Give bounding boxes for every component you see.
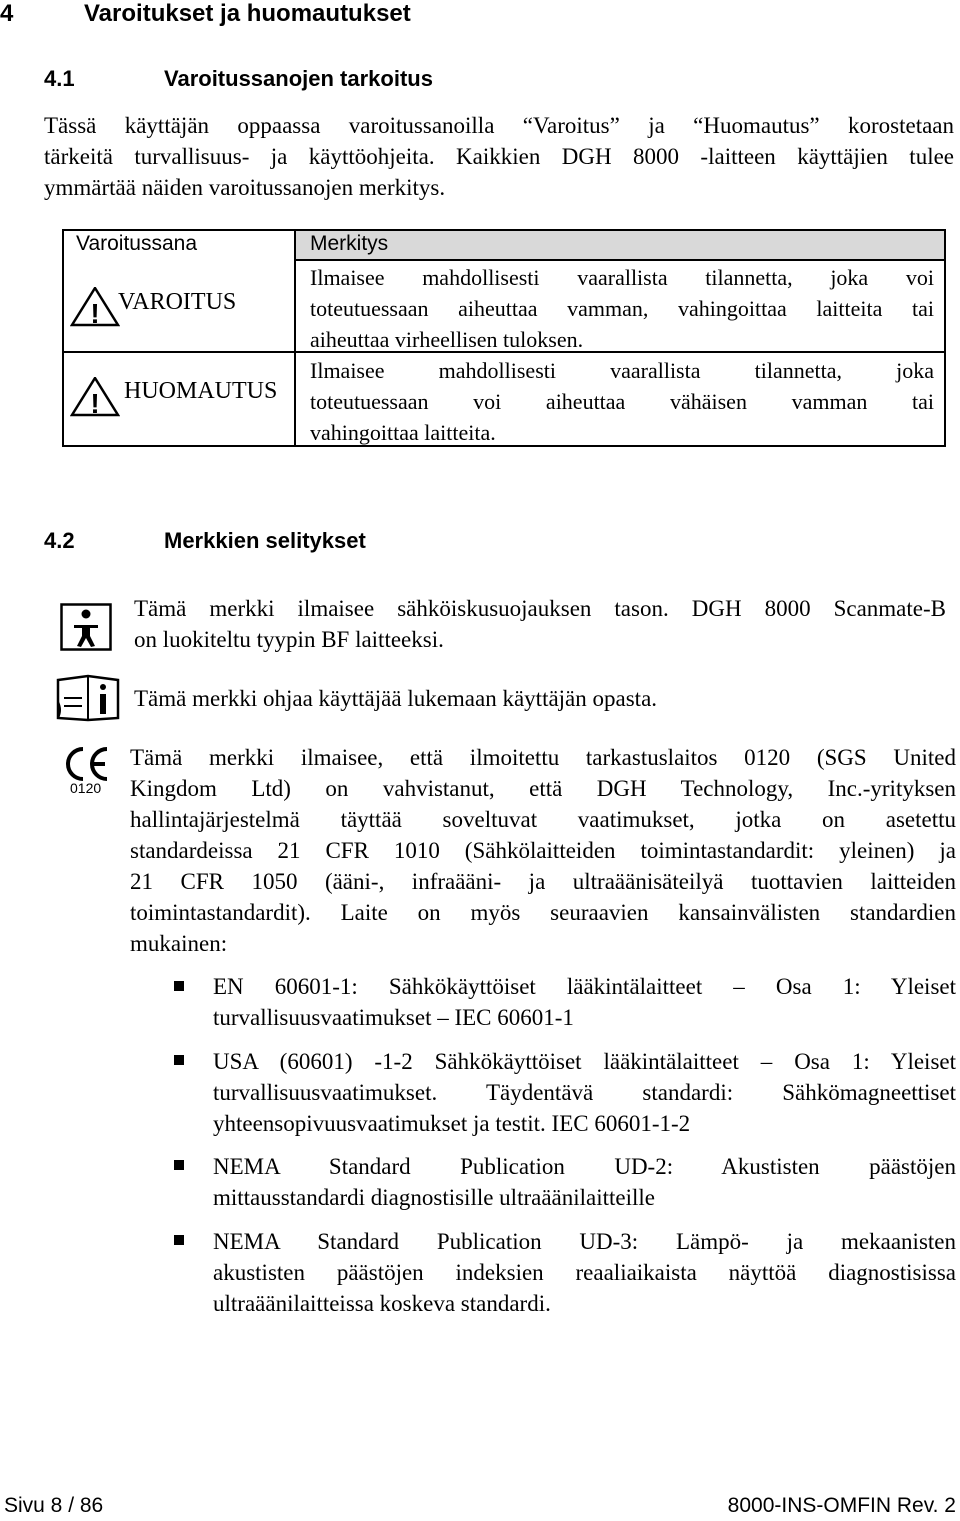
bullet-icon — [174, 1055, 184, 1065]
bf-applied-part-icon — [60, 603, 112, 651]
paragraph-line: Tässä käyttäjän oppaassa varoitussanoilla “Varoitus” ja “Huomautus” korostetaan — [44, 113, 954, 138]
subsection-title: Merkkien selitykset — [164, 528, 366, 553]
subsection-number: 4.1 — [44, 66, 75, 91]
warning-meaning-varoitus — [310, 262, 934, 355]
subsection-title: Varoitussanojen tarkoitus — [164, 66, 433, 91]
symbol-description-ce — [130, 742, 956, 959]
intro-paragraph — [44, 110, 954, 203]
ce-mark-icon — [62, 745, 112, 783]
standard-item-2 — [213, 1046, 956, 1139]
standard-line: EN 60601-1: Sähkökäyttöiset lääkintälaitteet – Osa 1: Yleiset — [213, 974, 956, 999]
section-heading — [0, 0, 411, 28]
description-line: Tämä merkki ohjaa käyttäjää lukemaan käyttäjän opasta. — [134, 686, 658, 711]
meaning-line: aiheuttaa virheellisen tuloksen. — [310, 327, 584, 352]
meaning-line: Ilmaisee mahdollisesti vaarallista tilannetta, joka voi — [310, 265, 934, 290]
description-line: toimintastandardit). Laite on myös seuraavien kansainvälisten standardien — [130, 900, 956, 925]
meaning-line: vahingoittaa laitteita. — [310, 420, 496, 445]
description-line: 21 CFR 1050 (ääni-, infraääni- ja ultraäänisäteilyä tuottavien laitteiden — [130, 869, 956, 894]
standard-line: NEMA Standard Publication UD-3: Lämpö- ja mekaanisten — [213, 1229, 956, 1254]
description-line: standardeissa 21 CFR 1010 (Sähkölaitteiden toimintastandardit: yleinen) ja — [130, 838, 956, 863]
subsection-number: 4.2 — [44, 528, 75, 553]
warning-table — [62, 229, 946, 447]
paragraph-line: tärkeitä turvallisuus- ja käyttöohjeita. Kaikkien DGH 8000 -laitteen käyttäjien tulee — [44, 144, 954, 169]
subsection-heading-4-1 — [44, 66, 433, 92]
caution-triangle-icon — [70, 377, 120, 417]
bullet-icon — [174, 1160, 184, 1170]
page-number: Sivu 8 / 86 — [4, 1494, 104, 1517]
warning-word-huomautus: HUOMAUTUS — [124, 378, 278, 404]
bullet-icon — [174, 1235, 184, 1245]
symbol-description-bf — [134, 593, 946, 655]
standard-line: turvallisuusvaatimukset. Täydentävä standardi: Sähkömagneettiset — [213, 1080, 956, 1105]
paragraph-line: ymmärtää näiden varoitussanojen merkitys. — [44, 175, 446, 200]
svg-text:!: ! — [90, 388, 100, 417]
consult-instructions-icon — [56, 672, 120, 722]
standard-line: NEMA Standard Publication UD-2: Akustisten päästöjen — [213, 1154, 956, 1179]
description-line: on luokiteltu tyypin BF laitteeksi. — [134, 627, 444, 652]
subsection-heading-4-2 — [44, 528, 366, 554]
warning-word-varoitus: VAROITUS — [118, 289, 237, 315]
standard-item-1 — [213, 971, 956, 1033]
description-line: hallintajärjestelmä täyttää soveltuvat vaatimukset, jotka on asetettu — [130, 807, 956, 832]
standard-line: yhteensopivuusvaatimukset ja testit. IEC 60601-1-2 — [213, 1111, 691, 1136]
table-divider — [294, 259, 944, 261]
standard-line: USA (60601) -1-2 Sähkökäyttöiset lääkintälaitteet – Osa 1: Yleiset — [213, 1049, 956, 1074]
meaning-line: toteutuessaan aiheuttaa vamman, vahingoittaa laitteita tai — [310, 296, 934, 321]
table-header-shading — [294, 231, 944, 259]
description-line: Tämä merkki ilmaisee sähköiskusuojauksen tason. DGH 8000 Scanmate-B — [134, 596, 946, 621]
standard-line: mittausstandardi diagnostisille ultraäänilaitteille — [213, 1185, 655, 1210]
section-title: Varoitukset ja huomautukset — [84, 0, 411, 27]
warning-meaning-huomautus — [310, 355, 934, 448]
symbol-description-instructions — [134, 683, 946, 714]
description-line: Kingdom Ltd) on vahvistanut, että DGH Technology, Inc.-yrityksen — [130, 776, 956, 801]
standard-line: akustisten päästöjen indeksien reaaliaikaista näyttöä diagnostisissa — [213, 1260, 956, 1285]
standard-item-3 — [213, 1151, 956, 1213]
document-code: 8000-INS-OMFIN Rev. 2 — [727, 1494, 956, 1517]
meaning-line: Ilmaisee mahdollisesti vaarallista tilannetta, joka — [310, 358, 934, 383]
meaning-line: toteutuessaan voi aiheuttaa vähäisen vamman tai — [310, 389, 934, 414]
standard-line: turvallisuusvaatimukset – IEC 60601-1 — [213, 1005, 574, 1030]
standard-item-4 — [213, 1226, 956, 1319]
description-line: Tämä merkki ilmaisee, että ilmoitettu tarkastuslaitos 0120 (SGS United — [130, 745, 956, 770]
table-header-word: Varoitussana — [76, 232, 198, 255]
table-header-meaning: Merkitys — [310, 232, 389, 255]
ce-notified-body-number: 0120 — [70, 780, 102, 796]
warning-triangle-icon — [70, 287, 120, 327]
standard-line: ultraäänilaitteissa koskeva standardi. — [213, 1291, 551, 1316]
bullet-icon — [174, 981, 184, 991]
section-number: 4 — [0, 0, 14, 27]
svg-text:!: ! — [90, 298, 100, 327]
description-line: mukainen: — [130, 931, 228, 956]
table-divider — [294, 231, 296, 445]
